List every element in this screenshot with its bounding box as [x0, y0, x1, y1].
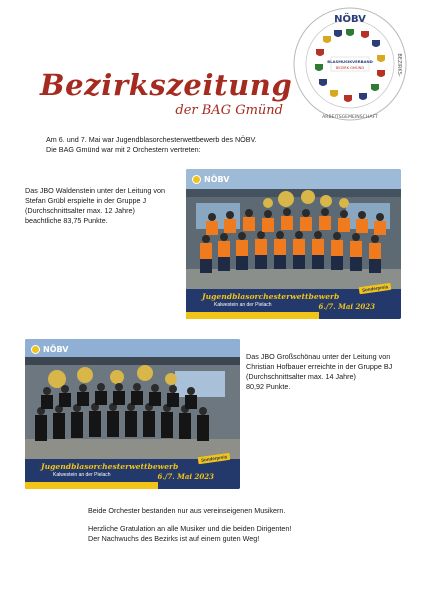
seal-ring-right: BEZIRKS- — [396, 53, 402, 77]
seal-center-line2: BEZIRK GMÜND — [335, 66, 365, 70]
photo1-logo — [192, 175, 229, 184]
photo1-banner-title: Jugendblasorchesterwettbewerb — [202, 292, 340, 301]
orchestra2-line: 80,92 Punkte. — [246, 382, 291, 391]
masthead-subtitle: der BAG Gmünd — [175, 103, 283, 118]
photo2-banner-title: Jugendblasorchesterwettbewerb — [41, 462, 179, 471]
photo1-logo-text: NÖBV — [204, 175, 230, 184]
masthead — [40, 68, 293, 124]
intro-paragraph — [46, 135, 376, 155]
photo2-logo-text: NÖBV — [43, 345, 69, 354]
orchestra1-line: Stefan Grübl erspielte in der Gruppe J — [25, 196, 147, 205]
orchestra1-text — [25, 186, 185, 226]
orchestra2-line: Christian Hofbauer erreichte in der Gruppe BJ — [246, 362, 393, 371]
intro-line: Die BAG Gmünd war mit 2 Orchestern vertreten: — [46, 145, 201, 154]
closing-line: Beide Orchester bestanden nur aus vereinseigenen Musikern. — [88, 506, 286, 515]
closing-line: Herzliche Gratulation an alle Musiker und die beiden Dirigenten! — [88, 524, 292, 533]
seal-graphic — [291, 5, 409, 123]
noebv-logo-icon — [31, 345, 40, 354]
seal-ring-bottom: ARBEITSGEMEINSCHAFT — [322, 115, 378, 120]
paragraph-gap — [88, 516, 368, 524]
masthead-title: Bezirkszeitung — [40, 68, 293, 102]
photo1-banner-date: 6./7. Mai 2023 — [318, 302, 375, 311]
orchestra1-line: Das JBO Waldenstein unter der Leitung von — [25, 186, 165, 195]
banner-stripe — [25, 482, 158, 489]
orchestra2-line: (Durchschnittsalter max. 14 Jahre) — [246, 372, 356, 381]
seal-center-line1: BLASMUSIKVERBAND — [327, 59, 373, 64]
orchestra2-text — [246, 352, 418, 392]
orchestra1-line: (Durchschnittsalter max. 12 Jahre) — [25, 206, 135, 215]
photo1-banner — [186, 284, 401, 319]
photo2-logo — [31, 345, 68, 354]
closing-paragraph — [88, 506, 368, 544]
noebv-logo-icon — [192, 175, 201, 184]
photo2-banner — [25, 454, 240, 489]
photo1-badge: Sonderpreis — [358, 283, 391, 294]
orchestra1-line: beachtliche 83,75 Punkte. — [25, 216, 108, 225]
closing-line: Der Nachwuchs des Bezirks ist auf einem guten Weg! — [88, 534, 260, 543]
banner-stripe — [186, 312, 319, 319]
photo2-banner-subtitle: Kalwestein an der Pielach — [53, 472, 111, 478]
photo1-banner-subtitle: Kalwestein an der Pielach — [214, 302, 272, 308]
photo2-badge: Sonderpreis — [197, 453, 230, 464]
photo2-banner-date: 6./7. Mai 2023 — [157, 472, 214, 481]
association-seal — [291, 5, 409, 123]
intro-line: Am 6. und 7. Mai war Jugendblasorchesterwettbewerb des NÖBV. — [46, 135, 257, 144]
orchestra2-line: Das JBO Großschönau unter der Leitung von — [246, 352, 391, 361]
photo-jbo-waldenstein — [186, 169, 401, 319]
seal-top-text: NÖBV — [334, 14, 366, 25]
photo-jbo-grossschoenau — [25, 339, 240, 489]
